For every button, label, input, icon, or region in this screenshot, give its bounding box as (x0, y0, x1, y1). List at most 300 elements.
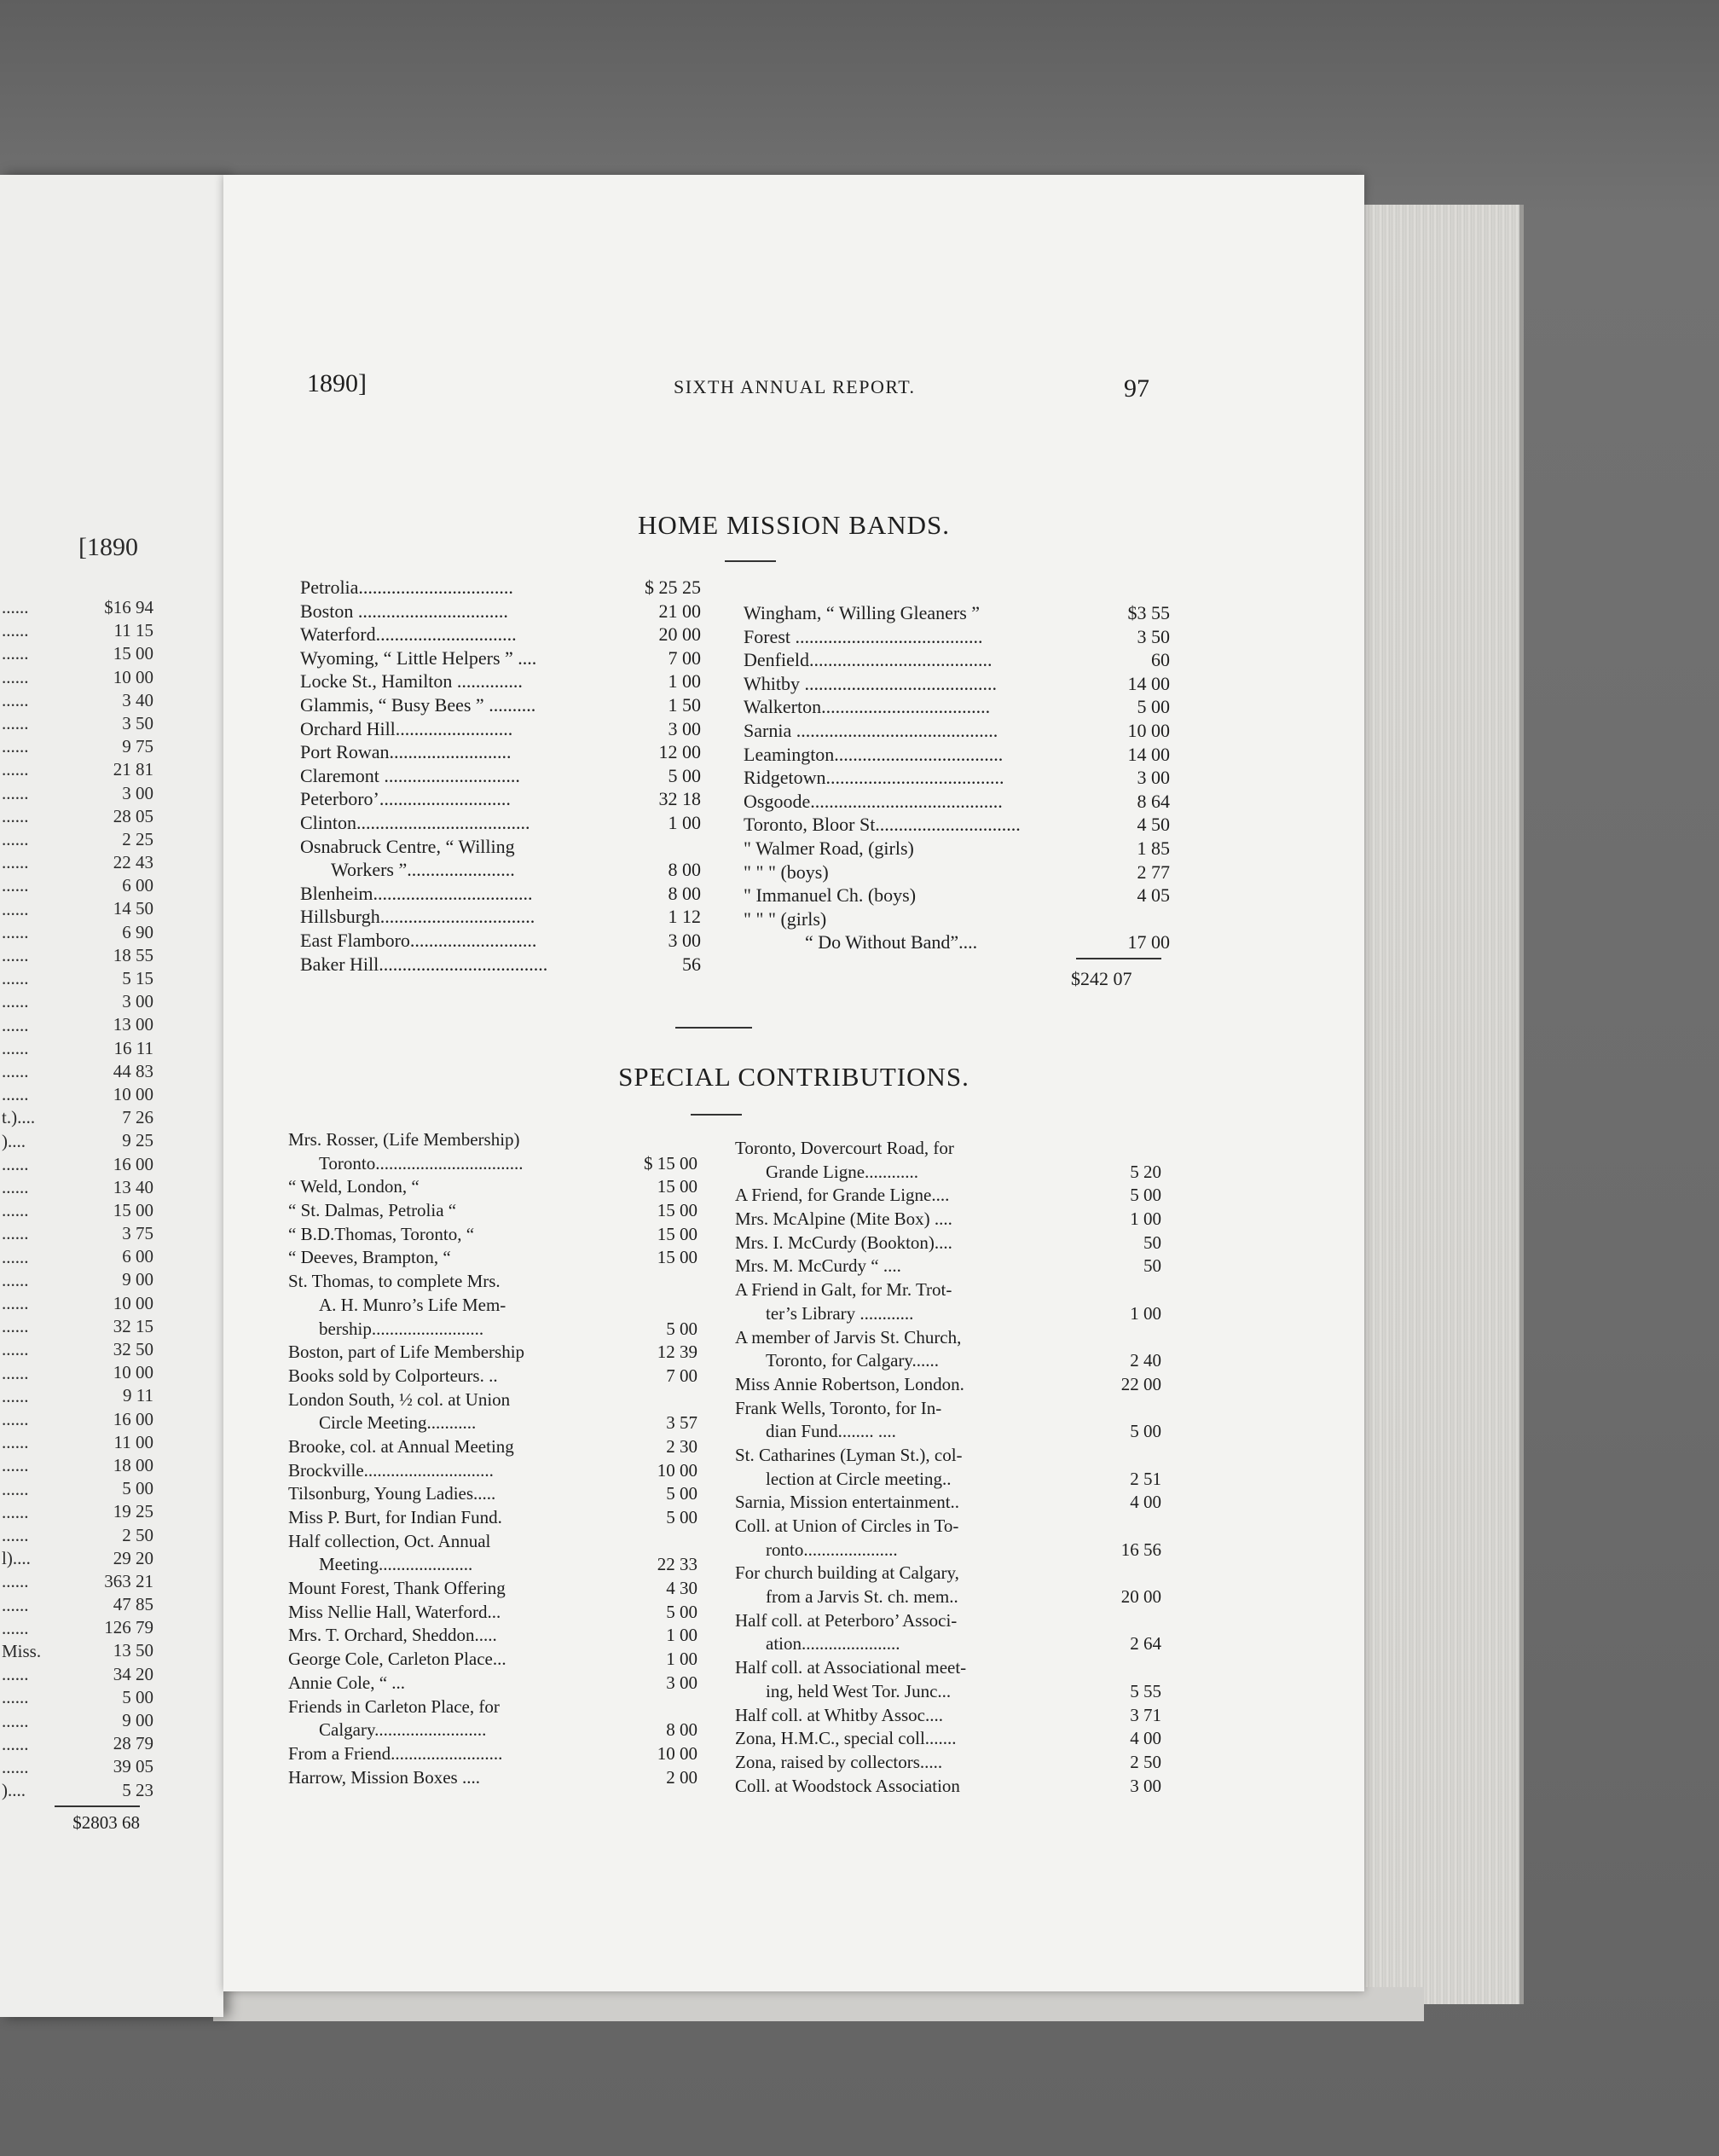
entry-label: " " " (girls) (744, 907, 827, 930)
entry-row (300, 882, 701, 906)
entry-row (744, 790, 1170, 814)
entry-amount: 22 00 (1120, 1373, 1161, 1394)
entry-label: A member of Jarvis St. Church, (735, 1326, 962, 1348)
previous-page-row (0, 1524, 153, 1547)
previous-page-row (0, 1129, 153, 1152)
entry-amount: 21 00 (658, 600, 701, 622)
entry-amount: 4 00 (1130, 1492, 1161, 1513)
previous-page-row (0, 1060, 153, 1083)
entry-row (744, 601, 1170, 625)
entry-row (288, 1223, 697, 1247)
entry-row (288, 1270, 697, 1294)
entry-amount: 16 56 (1120, 1539, 1161, 1560)
entry-label: Walkerton.................................... (744, 696, 991, 718)
entry-row (288, 1624, 697, 1648)
entry-row (288, 1577, 697, 1601)
entry-amount: 8 00 (668, 882, 701, 904)
previous-page-row (0, 990, 153, 1013)
previous-page-amount: 47 85 (113, 1594, 153, 1615)
entry-amount: 3 00 (1137, 767, 1170, 789)
previous-page-row (0, 782, 153, 805)
entry-amount: 15 00 (657, 1247, 697, 1268)
entry-label: ing, held West Tor. Junc... (766, 1680, 952, 1701)
previous-page-amount: 34 20 (113, 1663, 153, 1684)
entry-row (744, 766, 1170, 790)
previous-page-amount: 16 11 (113, 1037, 153, 1058)
previous-page-row (0, 1663, 153, 1686)
entry-label: Mrs. McAlpine (Mite Box) .... (735, 1208, 952, 1230)
entry-amount: 15 00 (657, 1200, 697, 1221)
entry-amount: 1 00 (666, 1625, 697, 1646)
previous-page-amount-list (0, 596, 153, 1834)
entry-amount: 10 00 (1127, 719, 1170, 741)
entry-label: Half collection, Oct. Annual (288, 1530, 491, 1551)
entry-label: lection at Circle meeting.. (766, 1468, 952, 1489)
previous-page-amount: 14 50 (113, 898, 153, 919)
section-divider (675, 1027, 752, 1029)
entry-row (744, 837, 1170, 861)
entry-row (735, 1562, 1161, 1585)
entry-row (735, 1302, 1161, 1326)
entry-row (300, 953, 701, 977)
running-head-year: 1890] (307, 369, 367, 397)
previous-page-label-fragment: Miss. (2, 1641, 42, 1661)
entry-label: “ St. Dalmas, Petrolia “ (288, 1200, 457, 1221)
dot-leader: ...... (2, 1084, 29, 1105)
entry-amount: 4 50 (1137, 814, 1170, 836)
dot-leader: ...... (2, 805, 29, 826)
entry-amount: 32 18 (658, 788, 701, 810)
entry-label: Whitby ......................................... (744, 672, 997, 694)
entry-row (735, 1397, 1161, 1421)
entry-label: Mount Forest, Thank Offering (288, 1578, 506, 1599)
entry-label: Zona, raised by collectors..... (735, 1751, 943, 1772)
special-contributions-right-column (735, 1137, 1161, 1798)
previous-page-row (0, 1083, 153, 1106)
entry-row (744, 861, 1170, 884)
entry-label: Grande Ligne............ (766, 1161, 919, 1182)
previous-page-amount: $16 94 (104, 597, 153, 617)
previous-page-amount: 15 00 (113, 1199, 153, 1220)
previous-page-row (0, 921, 153, 944)
entry-label: London South, ½ col. at Union (288, 1388, 511, 1410)
previous-page-year: [1890 (78, 533, 138, 561)
dot-leader: ...... (2, 1733, 29, 1754)
previous-page-row (0, 897, 153, 920)
previous-page-amount: 6 90 (122, 921, 153, 942)
entry-label: Sarnia ........................................... (744, 719, 998, 741)
entry-amount: 2 77 (1137, 861, 1170, 883)
entry-amount: $ 15 00 (644, 1152, 697, 1174)
previous-page-amount: 22 43 (113, 852, 153, 873)
entry-row (735, 1468, 1161, 1492)
previous-page-total: $2803 68 (72, 1811, 140, 1833)
dot-leader: ...... (2, 1664, 29, 1685)
entry-row (300, 905, 701, 929)
previous-page-row (0, 1547, 153, 1570)
entry-row (288, 1199, 697, 1223)
previous-page-row (0, 1268, 153, 1291)
entry-amount: 17 00 (1127, 931, 1170, 953)
entry-label: From a Friend......................... (288, 1742, 503, 1764)
dot-leader: ...... (2, 620, 29, 641)
entry-row (744, 648, 1170, 672)
entry-row (735, 1585, 1161, 1609)
entry-amount: 50 (1143, 1255, 1161, 1277)
entry-label: For church building at Calgary, (735, 1562, 959, 1584)
entry-label: A. H. Munro’s Life Mem- (319, 1294, 506, 1315)
entry-label: Clinton..................................... (300, 811, 530, 833)
entry-label: Circle Meeting........... (319, 1412, 477, 1434)
dot-leader: ...... (2, 1501, 29, 1522)
entry-label: Sarnia, Mission entertainment.. (735, 1492, 960, 1513)
entry-amount: 2 64 (1130, 1633, 1161, 1655)
dot-leader: ...... (2, 1617, 29, 1638)
previous-page (0, 175, 223, 2017)
previous-page-row (0, 805, 153, 828)
entry-label: ter’s Library ............ (766, 1302, 914, 1324)
entry-label: “ B.D.Thomas, Toronto, “ (288, 1223, 475, 1244)
dot-leader: ...... (2, 1478, 29, 1499)
previous-page-row (0, 1408, 153, 1431)
previous-page-amount: 13 50 (113, 1640, 153, 1661)
entry-label: Half coll. at Whitby Assoc.... (735, 1704, 943, 1725)
previous-page-amount: 6 00 (122, 1246, 153, 1267)
entry-amount: 5 00 (666, 1483, 697, 1504)
entry-label: Orchard Hill......................... (300, 717, 513, 739)
previous-page-amount: 19 25 (113, 1501, 153, 1522)
dot-leader: ...... (2, 1246, 29, 1267)
entry-row (735, 1161, 1161, 1185)
previous-page-row (0, 1732, 153, 1755)
previous-page-row (0, 851, 153, 874)
entry-row (300, 600, 701, 623)
previous-page-amount: 16 00 (113, 1408, 153, 1429)
previous-page-row (0, 1013, 153, 1036)
previous-page-label-fragment: ).... (2, 1780, 26, 1801)
page (223, 175, 1364, 1991)
previous-page-total-rule (55, 1805, 140, 1807)
entry-row (735, 1420, 1161, 1444)
entry-row (288, 1411, 697, 1435)
entry-label: Coll. at Woodstock Association (735, 1775, 960, 1796)
previous-page-amount: 13 00 (113, 1014, 153, 1035)
previous-page-label-fragment: l).... (2, 1548, 31, 1569)
entry-amount: 5 00 (666, 1601, 697, 1622)
dot-leader: ...... (2, 1014, 29, 1035)
dot-leader: ...... (2, 945, 29, 965)
entry-label: Half coll. at Associational meet- (735, 1657, 967, 1678)
previous-page-row (0, 1500, 153, 1523)
previous-page-amount: 126 79 (104, 1617, 153, 1638)
entry-amount: 7 00 (668, 646, 701, 669)
entry-amount: $ 25 25 (645, 577, 701, 598)
dot-leader: ...... (2, 643, 29, 664)
running-head (307, 369, 1160, 407)
entry-label: St. Catharines (Lyman St.), col- (735, 1444, 963, 1465)
entry-label: Port Rowan.......................... (300, 741, 512, 763)
entry-row (288, 1601, 697, 1625)
entry-label: Leamington.................................... (744, 743, 1004, 765)
entry-label: East Flamboro........................... (300, 929, 537, 951)
previous-page-row (0, 712, 153, 735)
entry-label: Hillsburgh................................. (300, 906, 535, 928)
previous-page-amount: 11 15 (113, 620, 153, 641)
dot-leader: ...... (2, 1153, 29, 1174)
entry-amount: 2 30 (666, 1435, 697, 1457)
dot-leader: ...... (2, 666, 29, 687)
previous-page-amount: 5 00 (122, 1478, 153, 1499)
entry-label: Brooke, col. at Annual Meeting (288, 1435, 514, 1457)
entry-row (288, 1482, 697, 1506)
entry-row (288, 1648, 697, 1672)
entry-row (735, 1137, 1161, 1161)
entry-amount: 3 00 (668, 717, 701, 739)
entry-label: Boston, part of Life Membership (288, 1342, 525, 1363)
entry-label: Forest ........................................ (744, 625, 983, 647)
dot-leader: ...... (2, 1316, 29, 1337)
dot-leader: ...... (2, 829, 29, 849)
dot-leader: ...... (2, 597, 29, 617)
entry-amount: 4 05 (1137, 884, 1170, 907)
previous-page-amount: 3 00 (122, 991, 153, 1012)
entry-label: Blenheim.................................. (300, 882, 533, 904)
previous-page-amount: 2 50 (122, 1524, 153, 1545)
dot-leader: ...... (2, 1687, 29, 1708)
entry-amount: 5 55 (1130, 1680, 1161, 1701)
previous-page-row (0, 619, 153, 642)
entry-row (288, 1718, 697, 1742)
entry-label: Half coll. at Peterboro’ Associ- (735, 1609, 958, 1631)
previous-page-row (0, 874, 153, 897)
previous-page-row (0, 1616, 153, 1639)
dot-leader: ...... (2, 1293, 29, 1313)
entry-amount: 1 12 (668, 906, 701, 928)
entry-label: Osnabruck Centre, “ Willing (300, 835, 515, 857)
entry-row (744, 719, 1170, 743)
entry-label: Friends in Carleton Place, for (288, 1695, 500, 1717)
previous-page-row (0, 1477, 153, 1500)
dot-leader: ...... (2, 1710, 29, 1731)
dot-leader: ...... (2, 1061, 29, 1081)
entry-label: Mrs. T. Orchard, Sheddon..... (288, 1625, 497, 1646)
entry-row (288, 1341, 697, 1365)
entry-label: Zona, H.M.C., special coll....... (735, 1728, 957, 1749)
section-rule (725, 560, 776, 562)
entry-amount: 3 00 (1130, 1775, 1161, 1796)
previous-page-amount: 29 20 (113, 1547, 153, 1568)
home-mission-bands-left-column (300, 576, 701, 976)
entry-label: Toronto, for Calgary...... (766, 1350, 940, 1371)
entry-row (300, 811, 701, 835)
entry-label: Wingham, “ Willing Gleaners ” (744, 602, 981, 623)
entry-amount: 8 00 (666, 1719, 697, 1741)
previous-page-row (0, 689, 153, 712)
running-head-title: SIXTH ANNUAL REPORT. (674, 376, 916, 397)
previous-page-amount: 10 00 (113, 1292, 153, 1313)
previous-page-row (0, 828, 153, 851)
entry-row (300, 929, 701, 953)
entry-amount: 1 50 (668, 693, 701, 716)
entry-row (300, 646, 701, 670)
previous-page-amount: 21 81 (113, 759, 153, 780)
entry-row (735, 1775, 1161, 1799)
entry-row (735, 1373, 1161, 1397)
entry-label: Brockville............................. (288, 1459, 494, 1481)
total-rule (1076, 958, 1161, 959)
previous-page-row (0, 1454, 153, 1477)
previous-page-row (0, 1384, 153, 1407)
entry-label: “ Do Without Band”.... (805, 931, 978, 953)
entry-label: Denfield....................................... (744, 649, 993, 671)
previous-page-amount: 39 05 (113, 1756, 153, 1777)
previous-page-amount: 10 00 (113, 666, 153, 687)
entry-row (288, 1766, 697, 1790)
entry-row (288, 1365, 697, 1388)
entry-label: A Friend, for Grande Ligne.... (735, 1185, 950, 1206)
entry-row (735, 1656, 1161, 1680)
entry-amount: 1 85 (1137, 837, 1170, 859)
entry-label: Ridgetown...................................... (744, 767, 1004, 789)
entry-amount: 3 57 (666, 1412, 697, 1434)
dot-leader: ...... (2, 1409, 29, 1429)
entry-row (288, 1459, 697, 1483)
entry-row (300, 623, 701, 646)
entry-row (288, 1318, 697, 1342)
entry-row (744, 672, 1170, 696)
previous-page-amount: 32 50 (113, 1339, 153, 1359)
dot-leader: ...... (2, 1757, 29, 1777)
entry-row (300, 835, 701, 859)
entry-label: " Immanuel Ch. (boys) (744, 884, 917, 907)
entry-amount: 8 00 (668, 859, 701, 881)
page-number: 97 (1124, 374, 1149, 403)
previous-page-row (0, 1709, 153, 1732)
entry-amount: 12 00 (658, 741, 701, 763)
dot-leader: ...... (2, 1223, 29, 1244)
entry-row (735, 1539, 1161, 1562)
entry-label: Toronto, Bloor St............................... (744, 814, 1021, 836)
entry-amount: 50 (1143, 1232, 1161, 1253)
entry-amount: 3 71 (1130, 1704, 1161, 1725)
previous-page-row (0, 944, 153, 967)
entry-row (735, 1349, 1161, 1373)
entry-row (735, 1255, 1161, 1278)
entry-amount: $3 55 (1127, 602, 1170, 623)
entry-label: from a Jarvis St. ch. mem.. (766, 1586, 958, 1608)
entry-row (735, 1326, 1161, 1350)
previous-page-amount: 18 55 (113, 944, 153, 965)
special-contributions-left-column (288, 1128, 697, 1789)
previous-page-row (0, 1037, 153, 1060)
entry-amount: 4 00 (1130, 1728, 1161, 1749)
entry-label: “ Weld, London, “ (288, 1176, 420, 1197)
dot-leader: ...... (2, 782, 29, 803)
entry-label: ation...................... (766, 1633, 900, 1655)
dot-leader: ...... (2, 1200, 29, 1221)
entry-amount: 15 00 (657, 1223, 697, 1244)
entry-row (288, 1388, 697, 1412)
previous-page-row (0, 596, 153, 619)
home-mission-bands-right-column (744, 601, 1170, 954)
entry-amount: 1 00 (1130, 1302, 1161, 1324)
previous-page-row (0, 1245, 153, 1268)
previous-page-amount: 9 11 (123, 1385, 153, 1406)
previous-page-amount: 5 15 (122, 968, 153, 988)
previous-page-row (0, 1338, 153, 1361)
entry-amount: 5 00 (666, 1507, 697, 1527)
entry-row (735, 1751, 1161, 1775)
entry-label: Books sold by Colporteurs. .. (288, 1365, 498, 1386)
entry-label: Tilsonburg, Young Ladies..... (288, 1483, 496, 1504)
previous-page-label-fragment: t.).... (2, 1107, 36, 1128)
previous-page-amount: 32 15 (113, 1315, 153, 1336)
entry-label: dian Fund........ .... (766, 1421, 896, 1442)
entry-row (300, 764, 701, 788)
entry-row (288, 1128, 697, 1152)
entry-row (735, 1727, 1161, 1751)
special-contributions-title: SPECIAL CONTRIBUTIONS. (618, 1062, 969, 1092)
previous-page-amount: 28 05 (113, 805, 153, 826)
dot-leader: ...... (2, 898, 29, 919)
entry-amount: 3 00 (668, 929, 701, 951)
entry-row (300, 717, 701, 741)
entry-amount: 7 00 (666, 1365, 697, 1386)
entry-label: “ Deeves, Brampton, “ (288, 1247, 451, 1268)
previous-page-amount: 9 00 (122, 1710, 153, 1730)
entry-amount: 22 33 (657, 1554, 697, 1575)
previous-page-amount: 10 00 (113, 1083, 153, 1104)
previous-page-row (0, 1222, 153, 1245)
book-page-edges (1349, 205, 1524, 2004)
entry-label: Annie Cole, “ ... (288, 1672, 406, 1693)
entry-amount: 5 00 (666, 1318, 697, 1339)
entry-label: Workers ”....................... (331, 859, 515, 881)
entry-row (744, 907, 1170, 931)
entry-row (735, 1704, 1161, 1728)
entry-row (735, 1444, 1161, 1468)
dot-leader: ...... (2, 991, 29, 1012)
entry-label: Toronto................................. (319, 1152, 524, 1174)
entry-row (300, 787, 701, 811)
entry-label: Coll. at Union of Circles in To- (735, 1516, 959, 1536)
entry-amount: 12 39 (657, 1342, 697, 1363)
entry-row (735, 1609, 1161, 1633)
dot-leader: ...... (2, 1571, 29, 1592)
entry-amount: 14 00 (1127, 672, 1170, 694)
entry-amount: 1 00 (666, 1649, 697, 1670)
dot-leader: ...... (2, 736, 29, 757)
entry-label: Mrs. I. McCurdy (Bookton).... (735, 1232, 952, 1253)
previous-page-amount: 3 40 (122, 689, 153, 710)
entry-row (288, 1695, 697, 1719)
previous-page-amount: 18 00 (113, 1454, 153, 1475)
dot-leader: ...... (2, 689, 29, 710)
entry-row (288, 1553, 697, 1577)
dot-leader: ...... (2, 1455, 29, 1476)
dot-leader: ...... (2, 1339, 29, 1360)
entry-amount: 2 00 (666, 1766, 697, 1788)
entry-row (744, 813, 1170, 837)
previous-page-row (0, 1570, 153, 1593)
home-mission-bands-total: $242 07 (1071, 968, 1132, 989)
previous-page-row (0, 1176, 153, 1199)
entry-row (744, 625, 1170, 649)
entry-row (735, 1208, 1161, 1232)
previous-page-amount: 11 00 (113, 1431, 153, 1452)
entry-label: " " " (boys) (744, 861, 829, 883)
previous-page-amount: 363 21 (104, 1570, 153, 1591)
